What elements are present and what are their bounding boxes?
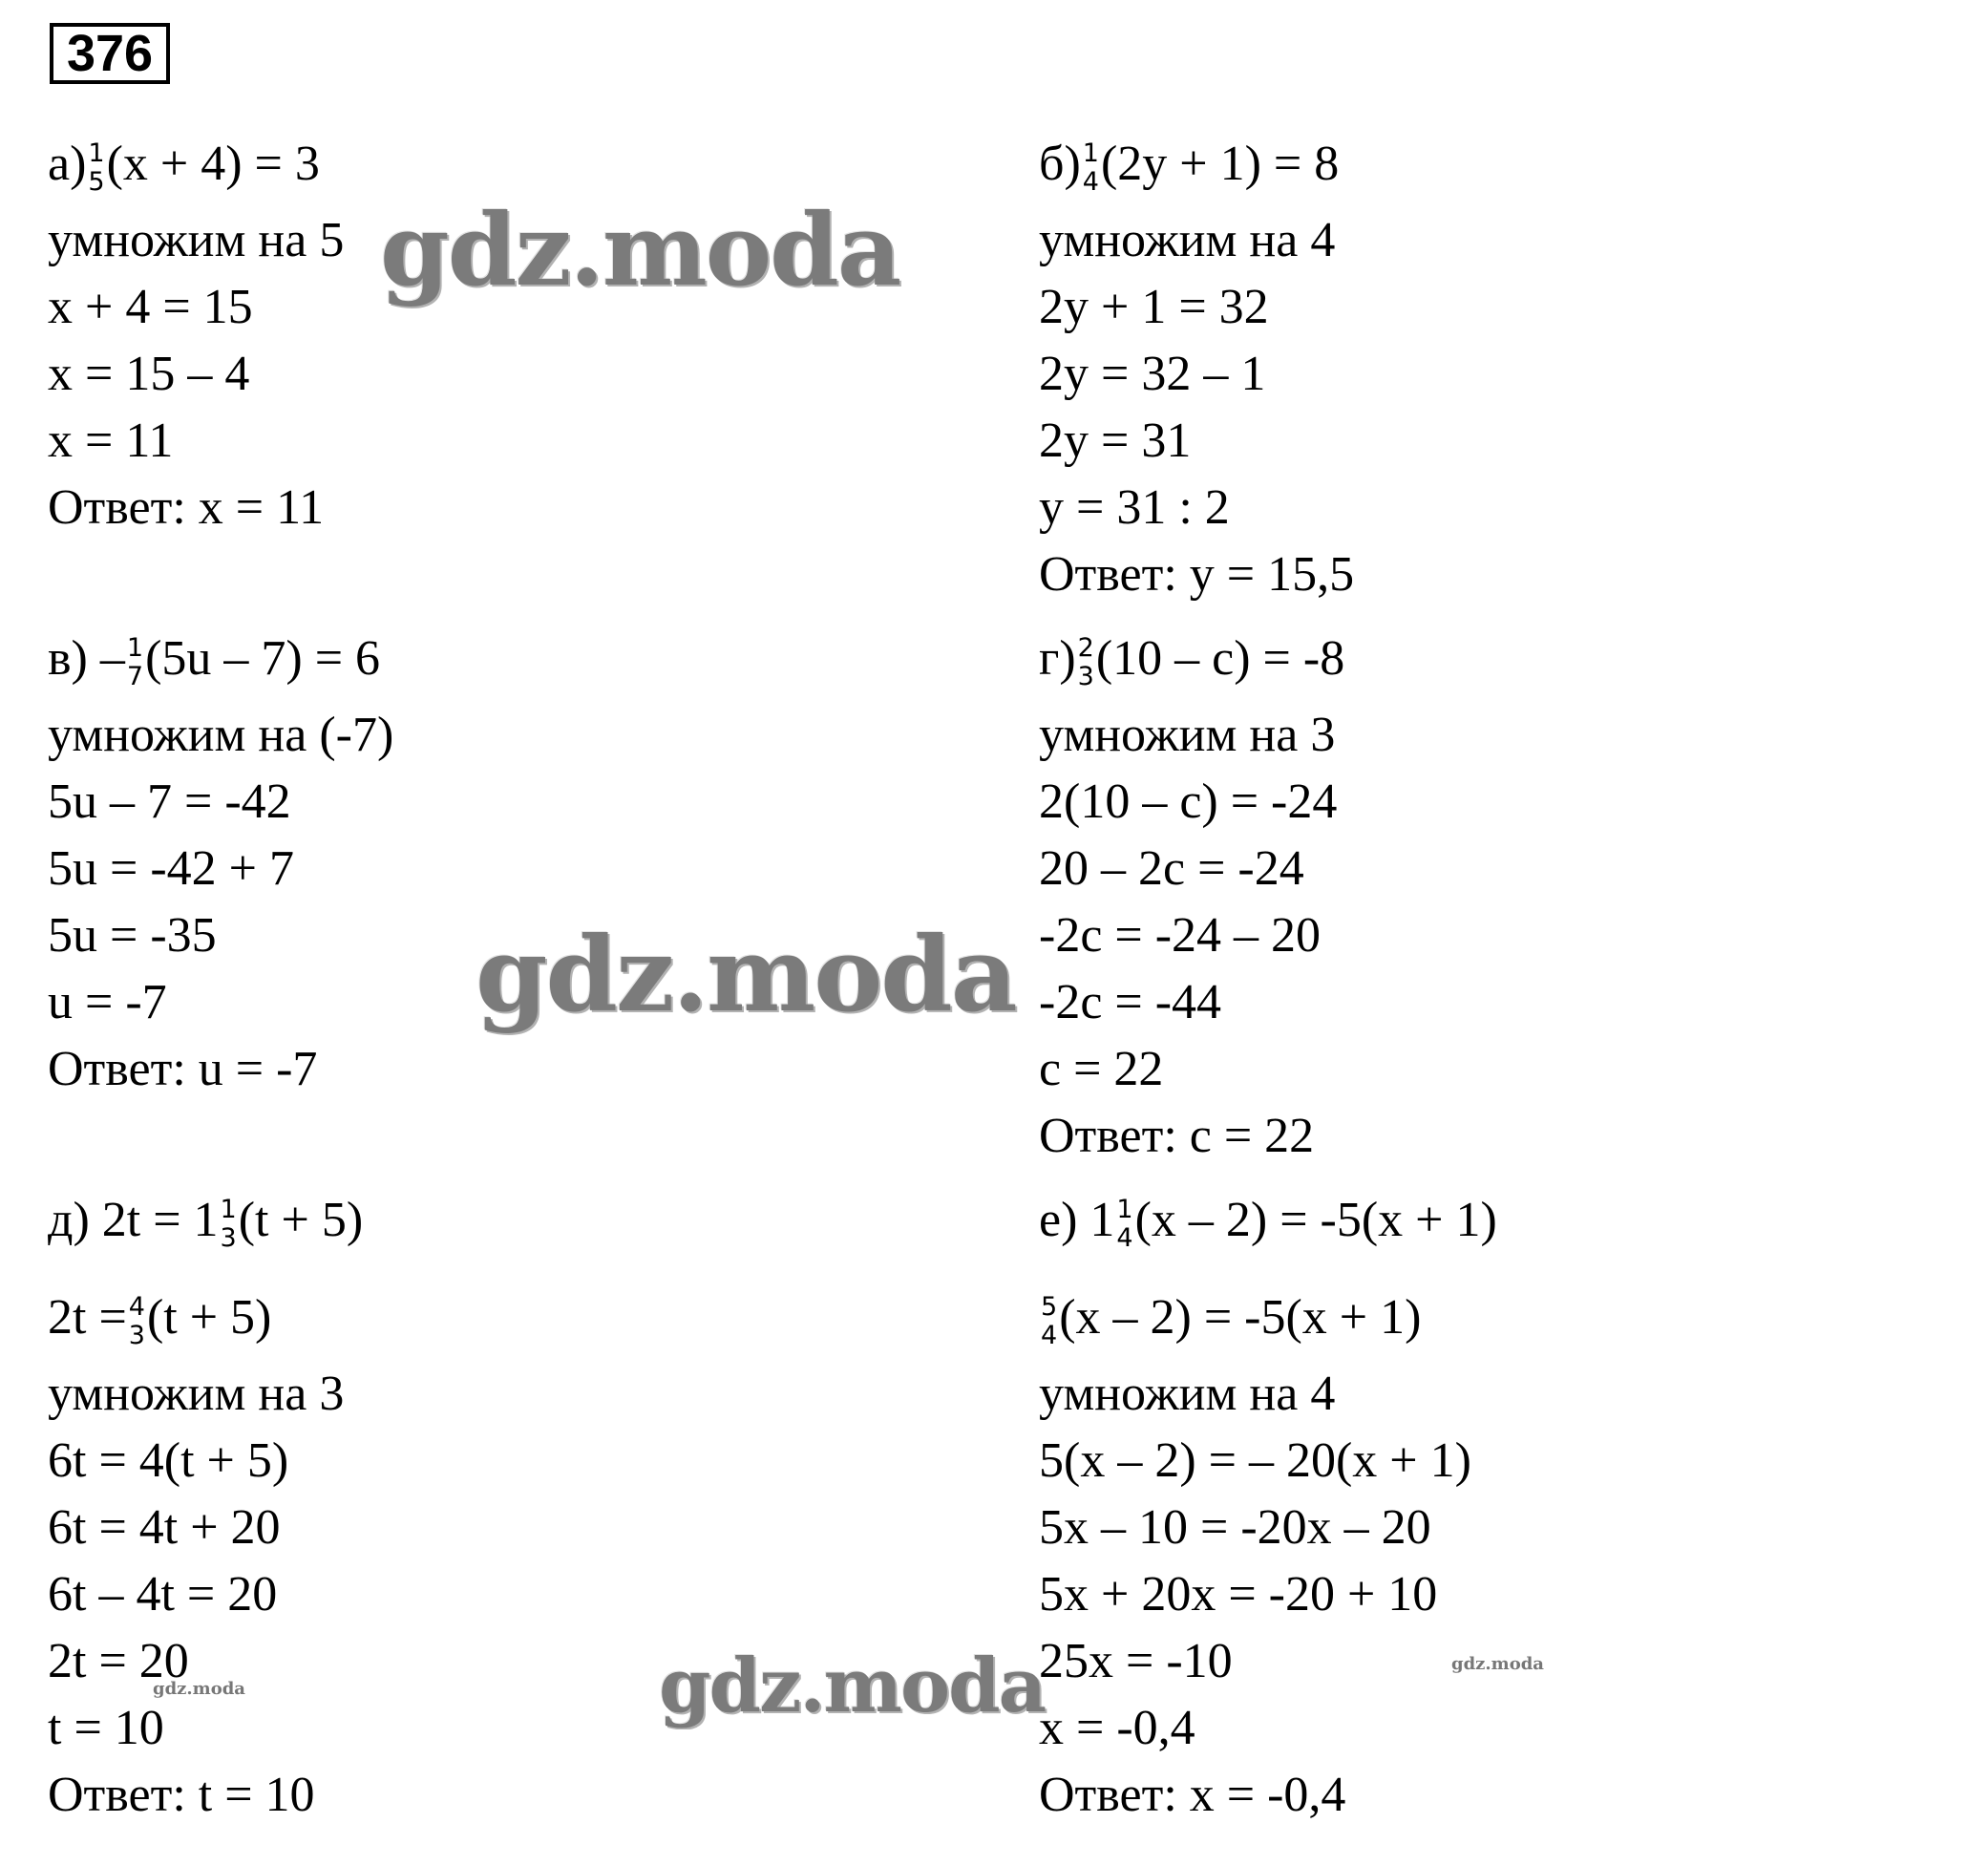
- answer-g: Ответ: c = 22: [1039, 1109, 1315, 1163]
- step-e-2: 5(x – 2) = – 20(x + 1): [1039, 1433, 1471, 1488]
- line2-rest: (x – 2) = -5(x + 1): [1059, 1290, 1422, 1346]
- step-e-6: x = -0,4: [1039, 1701, 1195, 1755]
- frac-num: 1: [1116, 1195, 1133, 1225]
- answer-b: Ответ: y = 15,5: [1039, 547, 1355, 602]
- step-g-4: -2c = -24 – 20: [1039, 908, 1322, 963]
- equation-rest: (t + 5): [238, 1193, 364, 1248]
- equation-a: [48, 132, 320, 199]
- step-g-3: 20 – 2c = -24: [1039, 841, 1304, 896]
- equation-d: [48, 1188, 363, 1255]
- line2-pre: 2t =: [48, 1290, 127, 1346]
- fraction-g: [1078, 634, 1094, 691]
- equation-g: [1039, 626, 1344, 693]
- equation-v: [48, 626, 380, 693]
- watermark: gdz.moda: [476, 915, 1016, 1035]
- fraction-b: [1083, 139, 1099, 197]
- step-g-1: умножим на 3: [1039, 708, 1336, 762]
- step-g-6: c = 22: [1039, 1042, 1164, 1096]
- step-v-4: 5u = -35: [48, 908, 217, 963]
- step-d-5: 2t = 20: [48, 1634, 189, 1688]
- watermark: gdz.moda: [659, 1643, 1046, 1729]
- problem-number: 376: [50, 23, 170, 84]
- answer-e: Ответ: x = -0,4: [1039, 1768, 1346, 1822]
- frac-num: 1: [1082, 138, 1099, 169]
- step-g-5: -2c = -44: [1039, 975, 1222, 1029]
- answer-a: Ответ: x = 11: [48, 480, 325, 535]
- step-b-5: y = 31 : 2: [1039, 480, 1230, 535]
- frac-den: 3: [220, 1223, 237, 1254]
- step-d-1: умножим на 3: [48, 1367, 345, 1421]
- step-b-1: умножим на 4: [1039, 213, 1336, 267]
- frac-num: 5: [1041, 1292, 1058, 1323]
- equation-rest: (x + 4) = 3: [106, 137, 320, 192]
- frac-num: 4: [128, 1292, 145, 1323]
- step-v-3: 5u = -42 + 7: [48, 841, 294, 896]
- step-e-4: 5x + 20x = -20 + 10: [1039, 1567, 1438, 1622]
- step-d-2: 6t = 4(t + 5): [48, 1433, 289, 1488]
- answer-v: Ответ: u = -7: [48, 1042, 318, 1096]
- frac-num: 1: [220, 1195, 237, 1225]
- equation-b: [1039, 132, 1339, 199]
- label-g: г): [1039, 631, 1076, 687]
- label-e: е) 1: [1039, 1193, 1115, 1248]
- step-a-3: x = 15 – 4: [48, 347, 250, 401]
- fraction-e-2: [1041, 1293, 1057, 1350]
- equation-e: [1039, 1188, 1497, 1255]
- equation-rest: (x – 2) = -5(x + 1): [1134, 1193, 1497, 1248]
- step-v-2: 5u – 7 = -42: [48, 774, 291, 829]
- equation-rest: (2y + 1) = 8: [1100, 137, 1340, 192]
- fraction-v: [127, 634, 143, 691]
- step-d-3: 6t = 4t + 20: [48, 1500, 281, 1555]
- step-b-4: 2y = 31: [1039, 413, 1192, 468]
- step-e-5: 25x = -10: [1039, 1634, 1233, 1688]
- watermark: gdz.moda: [153, 1679, 245, 1699]
- step-v-5: u = -7: [48, 975, 167, 1029]
- frac-num: 2: [1077, 633, 1094, 664]
- frac-num: 1: [88, 138, 105, 169]
- frac-den: 4: [1041, 1321, 1058, 1351]
- frac-den: 7: [126, 662, 144, 692]
- fraction-d: [221, 1196, 237, 1253]
- step-a-1: умножим на 5: [48, 213, 345, 267]
- label-b: б): [1039, 137, 1081, 192]
- fraction-e: [1116, 1196, 1132, 1253]
- label-a: а): [48, 137, 87, 192]
- frac-num: 1: [126, 633, 144, 664]
- watermark: gdz.moda: [380, 191, 900, 308]
- fraction-d-2: [129, 1293, 145, 1350]
- fraction-a: [88, 139, 104, 197]
- frac-den: 4: [1116, 1223, 1133, 1254]
- step-d-6: t = 10: [48, 1701, 164, 1755]
- frac-den: 5: [88, 167, 105, 198]
- step-v-1: умножим на (-7): [48, 708, 394, 762]
- step-a-4: x = 11: [48, 413, 174, 468]
- step-b-2: 2y + 1 = 32: [1039, 280, 1269, 334]
- watermark: gdz.moda: [1451, 1654, 1544, 1674]
- label-v: в) –: [48, 631, 125, 687]
- step-g-2: 2(10 – c) = -24: [1039, 774, 1338, 829]
- answer-d: Ответ: t = 10: [48, 1768, 315, 1822]
- equation-rest: (5u – 7) = 6: [145, 631, 381, 687]
- step-e-0: [1039, 1285, 1421, 1352]
- step-b-3: 2y = 32 – 1: [1039, 347, 1266, 401]
- equation-rest: (10 – c) = -8: [1095, 631, 1345, 687]
- line2-rest: (t + 5): [146, 1290, 272, 1346]
- frac-den: 3: [1077, 662, 1094, 692]
- step-d-0: [48, 1285, 271, 1352]
- frac-den: 4: [1082, 167, 1099, 198]
- step-e-1: умножим на 4: [1039, 1367, 1336, 1421]
- step-e-3: 5x – 10 = -20x – 20: [1039, 1500, 1431, 1555]
- step-d-4: 6t – 4t = 20: [48, 1567, 278, 1622]
- label-d: д) 2t = 1: [48, 1193, 219, 1248]
- step-a-2: x + 4 = 15: [48, 280, 253, 334]
- frac-den: 3: [128, 1321, 145, 1351]
